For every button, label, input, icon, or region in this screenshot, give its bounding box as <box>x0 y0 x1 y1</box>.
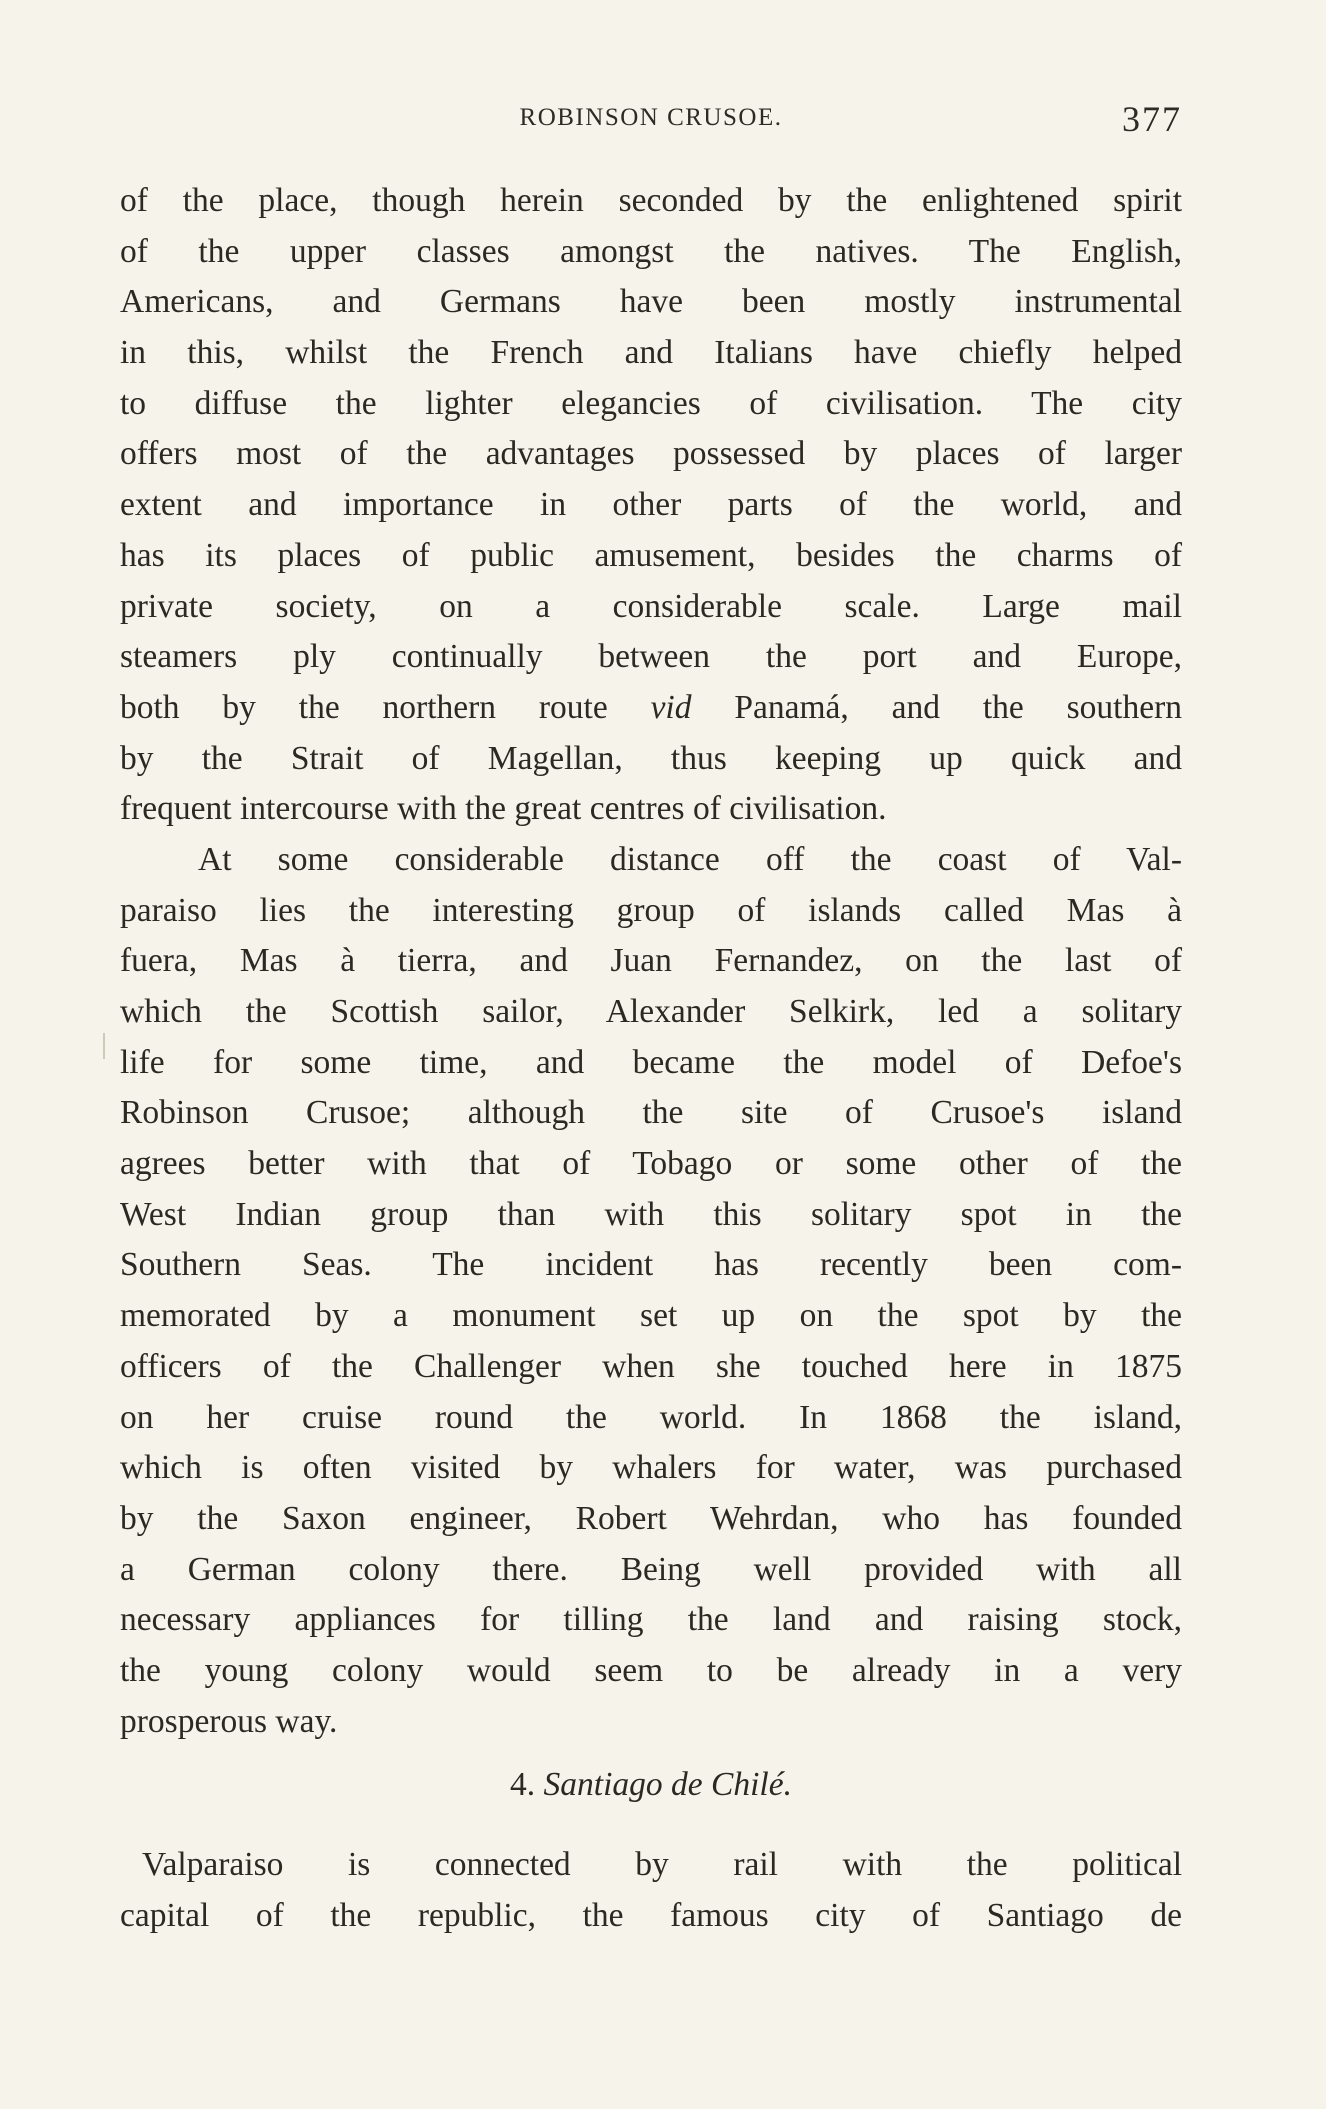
text-fragment: Panamá, and the southern <box>691 688 1182 726</box>
text-line: by the Strait of Magellan, thus keeping up quick and <box>120 739 1182 777</box>
page-number: 377 <box>1122 99 1182 139</box>
body-text <box>120 176 1182 1747</box>
page-header <box>120 98 1182 140</box>
text-line: capital of the republic, the famous city of Santiago de <box>120 1896 1182 1934</box>
text-line: of the place, though herein seconded by the enlightened spirit <box>120 182 1182 219</box>
text-line: agrees better with that of Tobago or some other of the <box>120 1145 1182 1183</box>
text-line: a German colony there. Being well provided with all <box>120 1550 1182 1588</box>
section-title: Santiago de Chilé. <box>543 1766 792 1803</box>
text-line: life for some time, and became the model of Defoe's <box>120 1043 1182 1081</box>
text-line: steamers ply continually between the port and Europe, <box>120 638 1182 676</box>
text-line: Robinson Crusoe; although the site of Crusoe's island <box>120 1094 1182 1132</box>
text-line: the young colony would seem to be already in a very <box>120 1651 1182 1689</box>
text-line: Valparaiso is connected by rail with the political <box>142 1846 1182 1883</box>
paragraph-2 <box>120 835 1182 1747</box>
text-line: private society, on a considerable scale. Large mail <box>120 587 1182 625</box>
text-line: of the upper classes amongst the natives. The English, <box>120 232 1182 270</box>
text-line: West Indian group than with this solitary spot in the <box>120 1195 1182 1233</box>
text-fragment: both by the northern route <box>120 688 651 726</box>
text-line: extent and importance in other parts of the world, and <box>120 486 1182 524</box>
margin-mark <box>103 1033 105 1059</box>
section-number: 4. <box>510 1766 536 1803</box>
text-line: offers most of the advantages possessed by places of larger <box>120 435 1182 473</box>
text-line: which is often visited by whalers for water, was purchased <box>120 1449 1182 1487</box>
paragraph-1 <box>120 176 1182 835</box>
text-line: necessary appliances for tilling the land and raising stock, <box>120 1601 1182 1639</box>
text-line: on her cruise round the world. In 1868 the island, <box>120 1398 1182 1436</box>
text-line: paraiso lies the interesting group of islands called Mas à <box>120 891 1182 929</box>
text-line: to diffuse the lighter elegancies of civilisation. The city <box>120 384 1182 422</box>
italic-word: vid <box>650 688 692 726</box>
text-line: fuera, Mas à tierra, and Juan Fernandez, on the last of <box>120 942 1182 980</box>
text-line: has its places of public amusement, besides the charms of <box>120 536 1182 574</box>
paragraph-3 <box>120 1840 1182 1941</box>
text-line-mixed <box>120 683 1182 734</box>
text-line: Americans, and Germans have been mostly instrumental <box>120 283 1182 321</box>
text-line: prosperous way. <box>120 1702 338 1740</box>
text-line: in this, whilst the French and Italians have chiefly helped <box>120 334 1182 372</box>
text-line: which the Scottish sailor, Alexander Selkirk, led a solitary <box>120 993 1182 1030</box>
text-line: officers of the Challenger when she touched here in 1875 <box>120 1347 1182 1385</box>
text-line: frequent intercourse with the great centres of civilisation. <box>120 790 887 828</box>
running-head: ROBINSON CRUSOE. <box>519 104 783 131</box>
text-line: At some considerable distance off the coast of Val- <box>198 840 1182 878</box>
text-line: by the Saxon engineer, Robert Wehrdan, who has founded <box>120 1499 1182 1537</box>
text-line: Southern Seas. The incident has recently been com- <box>120 1246 1182 1284</box>
text-line: memorated by a monument set up on the spot by the <box>120 1297 1182 1335</box>
section-heading <box>120 1766 1182 1804</box>
